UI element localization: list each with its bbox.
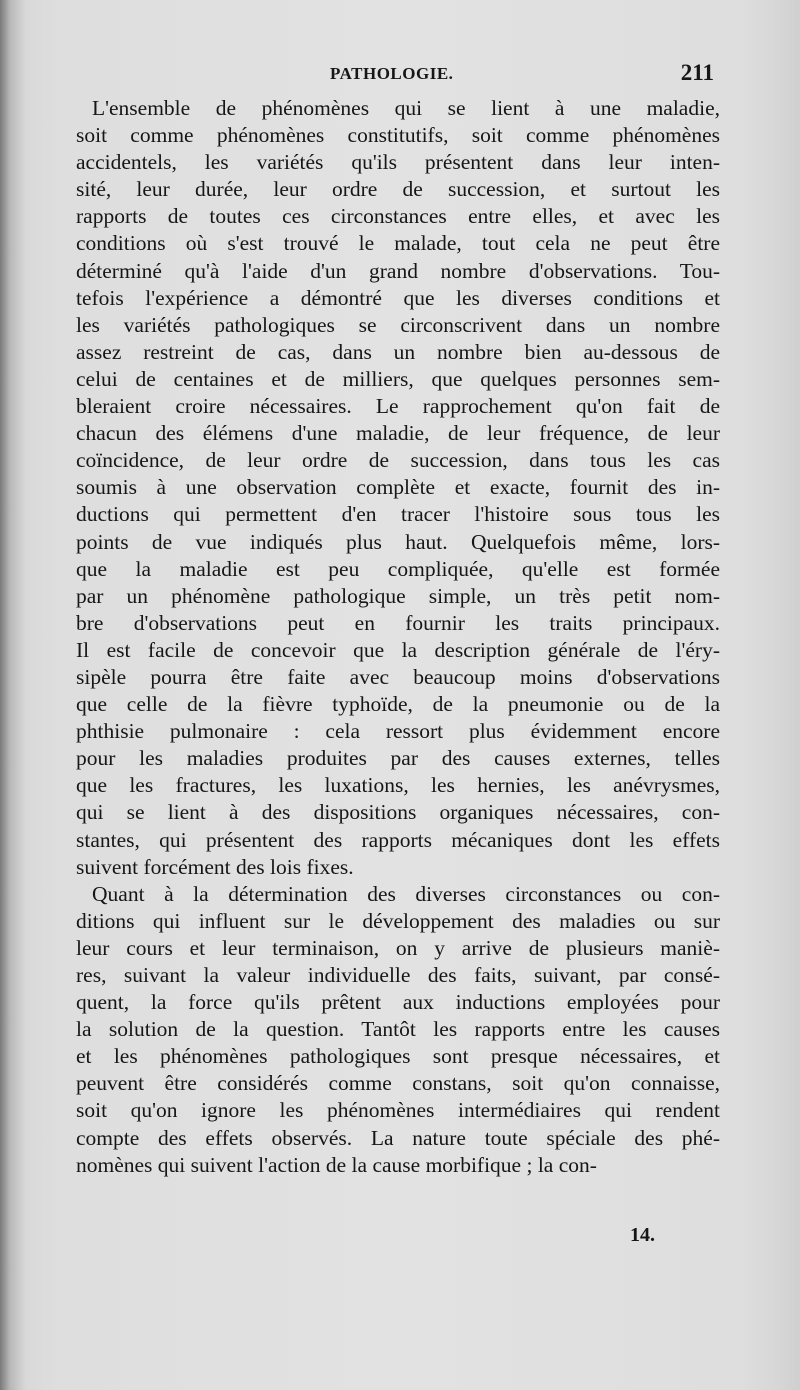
paragraph-1 [76, 95, 720, 881]
text-line: déterminé qu'à l'aide d'un grand nombre d'observations. Tou- [76, 258, 720, 283]
signature-mark: 14. [630, 1224, 655, 1246]
running-title: PATHOLOGIE. [330, 64, 454, 83]
text-line: ditions qui influent sur le développement des maladies ou sur [76, 908, 720, 933]
text-line: leur cours et leur terminaison, on y arrive de plusieurs maniè- [76, 935, 720, 960]
text-line: Il est facile de concevoir que la description générale de l'éry- [76, 637, 720, 662]
text-line: que celle de la fièvre typhoïde, de la pneumonie ou de la [76, 692, 720, 717]
text-line: chacun des élémens d'une maladie, de leur fréquence, de leur [76, 421, 720, 446]
text-line: accidentels, les variétés qu'ils présentent dans leur inten- [76, 150, 720, 175]
text-line: coïncidence, de leur ordre de succession, dans tous les cas [76, 448, 720, 473]
text-line: soumis à une observation complète et exacte, fournit des in- [76, 475, 720, 500]
text-line: nomènes qui suivent l'action de la cause morbifique ; la con- [76, 1152, 597, 1177]
text-line: soit comme phénomènes constitutifs, soit comme phénomènes [76, 123, 720, 148]
text-line: Quant à la détermination des diverses circonstances ou con- [92, 881, 720, 906]
text-line: sité, leur durée, leur ordre de succession, et surtout les [76, 177, 720, 202]
text-line: par un phénomène pathologique simple, un très petit nom- [76, 583, 720, 608]
text-line: soit qu'on ignore les phénomènes intermédiaires qui rendent [76, 1098, 720, 1123]
text-line: phthisie pulmonaire : cela ressort plus évidemment encore [76, 719, 720, 744]
text-line: et les phénomènes pathologiques sont presque nécessaires, et [76, 1044, 720, 1069]
text-line: tefois l'expérience a démontré que les diverses conditions et [76, 285, 720, 310]
text-line: assez restreint de cas, dans un nombre bien au-dessous de [76, 339, 720, 364]
text-line: qui se lient à des dispositions organiques nécessaires, con- [76, 800, 720, 825]
text-line: res, suivant la valeur individuelle des faits, suivant, par consé- [76, 963, 720, 987]
text-line: bre d'observations peut en fournir les traits principaux. [76, 610, 720, 635]
text-line: points de vue indiqués plus haut. Quelquefois même, lors- [76, 529, 720, 554]
text-line: conditions où s'est trouvé le malade, tout cela ne peut être [76, 231, 720, 256]
page-number: 211 [680, 60, 714, 85]
text-line: les variétés pathologiques se circonscrivent dans un nombre [76, 312, 720, 337]
body-text [76, 95, 720, 1179]
text-line: L'ensemble de phénomènes qui se lient à une maladie, [92, 96, 720, 120]
text-line: que la maladie est peu compliquée, qu'elle est formée [76, 556, 720, 581]
text-line: la solution de la question. Tantôt les rapports entre les causes [76, 1017, 720, 1042]
text-line: ductions qui permettent d'en tracer l'histoire sous tous les [76, 502, 720, 527]
text-line: compte des effets observés. La nature toute spéciale des phé- [76, 1125, 720, 1150]
text-line: que les fractures, les luxations, les hernies, les anévrysmes, [76, 773, 720, 798]
text-line: bleraient croire nécessaires. Le rapprochement qu'on fait de [76, 394, 720, 419]
running-head [76, 62, 720, 90]
text-line: pour les maladies produites par des causes externes, telles [76, 746, 720, 771]
text-line: celui de centaines et de milliers, que quelques personnes sem- [76, 366, 720, 391]
text-line: quent, la force qu'ils prêtent aux inductions employées pour [76, 990, 720, 1015]
text-line: rapports de toutes ces circonstances entre elles, et avec les [76, 204, 720, 229]
text-line: stantes, qui présentent des rapports mécaniques dont les effets [76, 827, 720, 852]
text-line: suivent forcément des lois fixes. [76, 854, 354, 879]
text-line: sipèle pourra être faite avec beaucoup moins d'observations [76, 664, 720, 689]
paragraph-2 [76, 881, 720, 1179]
text-line: peuvent être considérés comme constans, soit qu'on connaisse, [76, 1071, 720, 1096]
